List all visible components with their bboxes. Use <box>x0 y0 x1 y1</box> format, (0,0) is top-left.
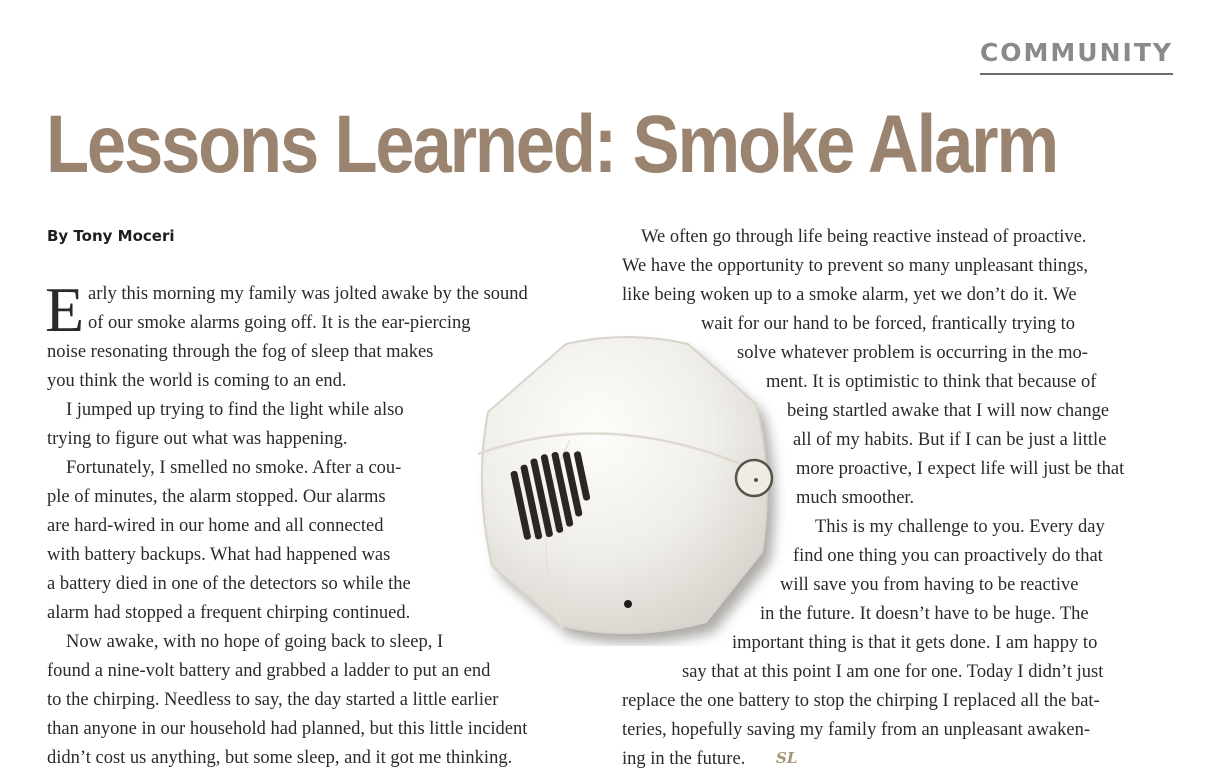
body-line: are hard-wired in our home and all connected <box>47 516 384 536</box>
body-line: noise resonating through the fog of sleep that makes <box>47 342 434 362</box>
body-line: alarm had stopped a frequent chirping continued. <box>47 603 411 623</box>
body-line: say that at this point I am one for one. Today I didn’t just <box>682 662 1104 682</box>
body-line: all of my habits. But if I can be just a little <box>793 430 1107 450</box>
body-line: replace the one battery to stop the chirping I replaced all the bat- <box>622 691 1100 711</box>
body-line: arly this morning my family was jolted awake by the sound <box>88 284 528 304</box>
body-line: We have the opportunity to prevent so many unpleasant things, <box>622 256 1089 276</box>
body-line: I jumped up trying to find the light while also <box>66 400 404 420</box>
body-line: We often go through life being reactive instead of proactive. <box>641 227 1087 247</box>
body-line: you think the world is coming to an end. <box>47 371 347 391</box>
body-line: will save you from having to be reactive <box>780 575 1079 595</box>
body-line: to the chirping. Needless to say, the day started a little earlier <box>47 690 499 710</box>
smoke-alarm-image <box>466 326 786 646</box>
body-line: teries, hopefully saving my family from an unpleasant awaken- <box>622 720 1091 740</box>
body-line: This is my challenge to you. Every day <box>815 517 1105 537</box>
body-line: wait for our hand to be forced, frantically trying to <box>701 314 1075 334</box>
body-line: like being woken up to a smoke alarm, yet we don’t do it. We <box>622 285 1077 305</box>
body-line: a battery died in one of the detectors so while the <box>47 574 411 594</box>
body-line: in the future. It doesn’t have to be huge. The <box>760 604 1089 624</box>
body-line: more proactive, I expect life will just be that <box>796 459 1125 479</box>
body-line: of our smoke alarms going off. It is the ear-piercing <box>88 313 471 333</box>
body-line: ple of minutes, the alarm stopped. Our alarms <box>47 487 386 507</box>
body-line: trying to figure out what was happening. <box>47 429 348 449</box>
body-line: find one thing you can proactively do that <box>793 546 1103 566</box>
body-line: much smoother. <box>796 488 915 508</box>
body-line: ment. It is optimistic to think that because of <box>766 372 1097 392</box>
body-line: didn’t cost us anything, but some sleep, and it got me thinking. <box>47 748 513 768</box>
article-headline: Lessons Learned: Smoke Alarm <box>46 99 1058 190</box>
body-line: Now awake, with no hope of going back to sleep, I <box>66 632 444 652</box>
body-line: Fortunately, I smelled no smoke. After a cou- <box>66 458 402 478</box>
body-line: important thing is that it gets done. I am happy to <box>732 633 1098 653</box>
byline: By Tony Moceri <box>47 227 175 245</box>
body-line: than anyone in our household had planned, but this little incident <box>47 719 528 739</box>
author-signoff: SL <box>776 749 798 767</box>
body-line: with battery backups. What had happened was <box>47 545 391 565</box>
body-line: solve whatever problem is occurring in the mo- <box>737 343 1088 363</box>
body-line: ing in the future. <box>622 749 746 769</box>
section-label: COMMUNITY <box>980 38 1173 75</box>
body-line: being startled awake that I will now change <box>787 401 1110 421</box>
drop-cap: E <box>45 274 85 345</box>
body-line: found a nine-volt battery and grabbed a ladder to put an end <box>47 661 491 681</box>
